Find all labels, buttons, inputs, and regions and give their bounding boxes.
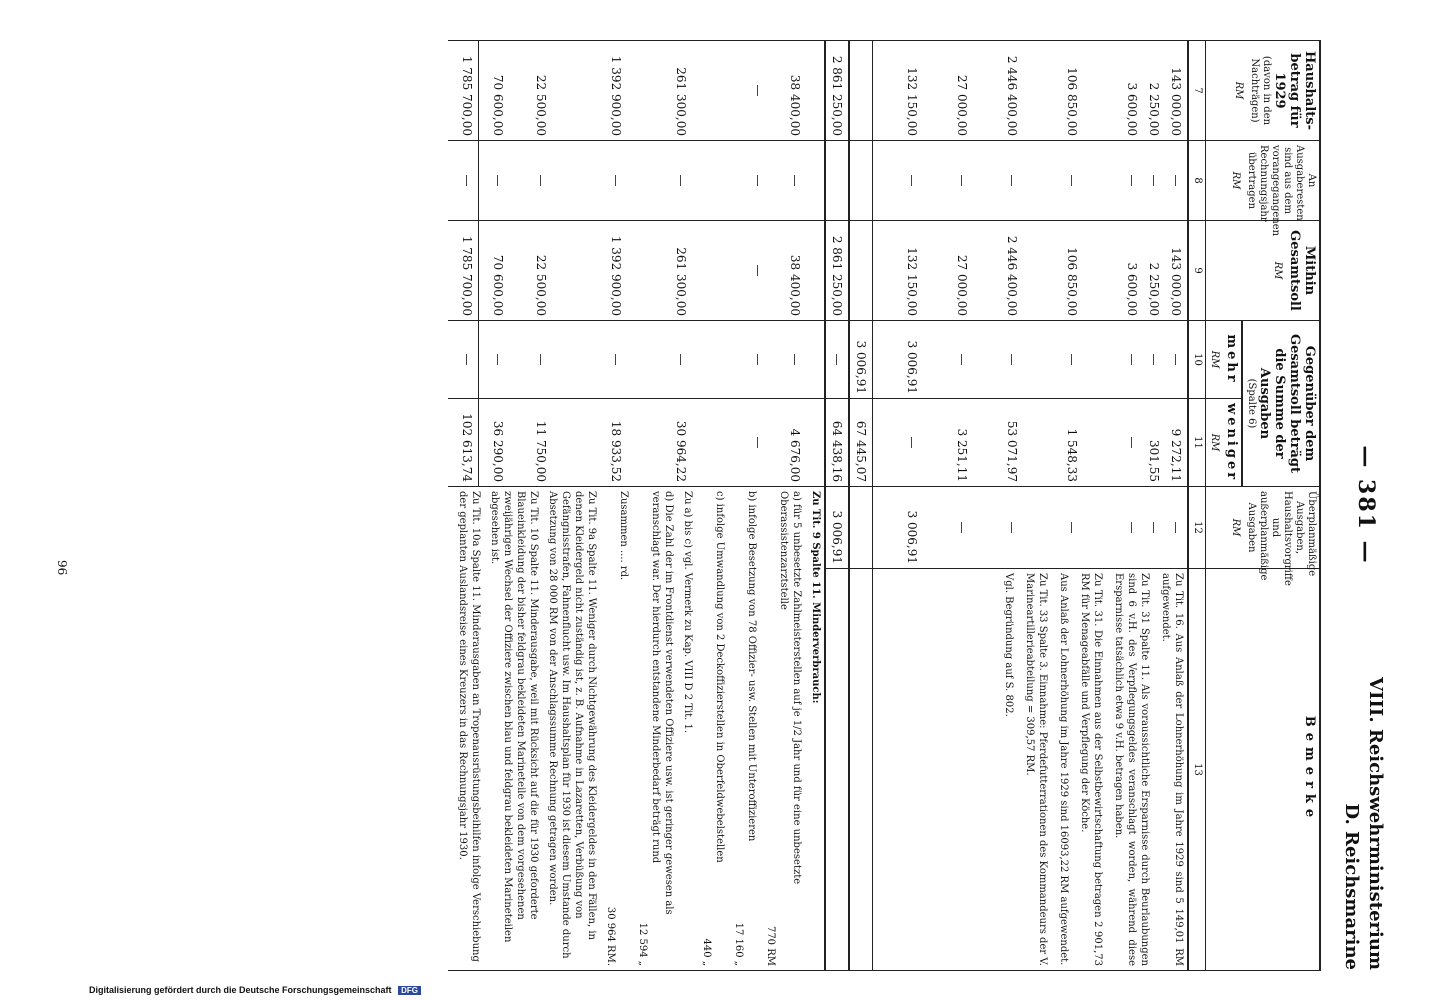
total-c12: 3 006,91 [825, 487, 849, 569]
cell-c10: — [1143, 321, 1165, 399]
cell-c7: 22 500,00 [509, 41, 590, 141]
cell-c9: 70 600,00 [479, 221, 510, 321]
cell-c7: 38 400,00 [769, 41, 825, 141]
remark-tit-9a: Zu Tit. 9a Spalte 11. Weniger durch Nichtgewährung des Kleidergeldes in den Fällen, in denen Kleidergeld nicht zuständig ist, z. B. Aufnahme in Lazaretten, Verbüßung von Gefängnisstrafen, Fahnenflucht usw. Im Haushaltsplan für 1930 ist diesem Umstande durch Absetzung von 28 000 RM von der Anschlagssumme Rechnung getragen worden. [547, 491, 597, 959]
remark-tit-9-a: a) für 5 unbesetzte Zahlmeisterstellen auf je 1/2 Jahr und für eine unbesetzte Oberassistenzarztstelle 770 RM [765, 491, 802, 966]
cell-c11: 4 676,00 [769, 399, 825, 487]
col-num-7: 7 [1188, 41, 1206, 141]
dfg-logo: DFG [398, 986, 421, 995]
remark-tit-10: Zu Tit. 10 Spalte 11. Minderausgabe, weil mit Rücksicht auf die für 1930 geforderte Blaueinkleidung der bisher feldgrau bekleideten Marineteile von dem vorgesehenen zweijährigen Wechsel der Offiziere zwischen blau und feldgrau bekleideten Marineteilen abgesehen ist. [489, 491, 539, 943]
cell-c9: 22 500,00 [509, 221, 590, 321]
cell-c8: — [1061, 141, 1121, 221]
cell-c11: 3 251,11 [951, 399, 1001, 487]
document-page [39, 40, 1386, 970]
cell-c11: 18 933,52 [590, 399, 644, 487]
cell-c9: 2 446 400,00 [1001, 221, 1061, 321]
cell-c9: — [740, 221, 770, 321]
chapter-title: VIII. Reichswehrministerium [1365, 677, 1386, 970]
cell-c7: 106 850,00 [1061, 41, 1121, 141]
cell-c11: — [873, 399, 952, 487]
remark-tit-31-wage: Aus Anlaß der Lohnerhöhung im Jahre 1929 sind 16093,22 RM aufgewendet. [1058, 573, 1069, 966]
cell-c12: — [1165, 487, 1188, 569]
col-header-8: An Ausgaberesten sind aus dem vorangegangenen Rechnungsjahr übertragen RM [1206, 141, 1321, 221]
col-num-11: 11 [1188, 399, 1206, 487]
cell-c9: 38 400,00 [769, 221, 825, 321]
remarks-bottom [448, 487, 825, 971]
remark-tit-16: Zu Tit. 16. Aus Anlaß der Lohnerhöhung im Jahre 1929 sind 5 149,01 RM aufgewendet. [1160, 573, 1184, 966]
cell-c10: — [1121, 321, 1143, 399]
cell-c8: — [1001, 141, 1061, 221]
cell-c11: 301,55 [1143, 399, 1165, 487]
cell-c7: 70 600,00 [479, 41, 510, 141]
col-header-11: weniger RM [1206, 399, 1243, 487]
remark-tit-33: Zu Tit. 33 Spalte 3. Einnahme: Pferdefutterrationen des Kommandeurs der V. Marineartillerieabteilung = 309,57 RM. [1024, 573, 1048, 966]
col-num-12: 12 [1188, 487, 1206, 569]
table-row [769, 41, 825, 971]
cell-c11: 102 613,74 [448, 399, 479, 487]
cell-c8: — [590, 141, 644, 221]
cell-c10: — [479, 321, 510, 399]
digitization-text: Digitalisierung gefördert durch die Deutsche Forschungsgemeinschaft [89, 985, 392, 995]
page-footer-number: 96 [55, 560, 69, 576]
remark-tit-9-b: b) infolge Besetzung von 78 Offizier- usw. Stellen mit Unteroffizieren 17 160 „ [733, 491, 757, 966]
col-num-8: 8 [1188, 141, 1206, 221]
remark-tit-9-d: d) Die Zahl der im Frontdienst verwendeten Offiziere usw. ist geringer gewesen als veranschlagt war. Der hierdurch entstandene Minderbedarf beträgt rund 12 594 „ [637, 491, 674, 966]
cell-c10: — [769, 321, 825, 399]
remark-tit-9-sum: Zusammen .... rd. 30 964 RM. [605, 491, 629, 966]
cell-c10: — [1165, 321, 1188, 399]
cell-c8: — [769, 141, 825, 221]
cell-c12: — [951, 487, 1001, 569]
cell-c8: — [740, 141, 770, 221]
subtotal-row [849, 41, 873, 971]
cell-c9: 132 150,00 [873, 221, 952, 321]
cell-c7: — [740, 41, 770, 141]
total-c11: 64 438,16 [825, 399, 849, 487]
cell-c10: — [509, 321, 590, 399]
col-header-13: Bemerke [1206, 569, 1321, 971]
cell-c8: — [951, 141, 1001, 221]
cell-c11: 36 290,00 [479, 399, 510, 487]
cell-c9: 1 392 900,00 [590, 221, 644, 321]
cell-c8: — [509, 141, 590, 221]
cell-c11: 9 272,11 [1165, 399, 1188, 487]
cell-c7: 1 785 700,00 [448, 41, 479, 141]
col-header-group-10-11: Gegenüber dem Gesamtsoll beträgt die Summe der Ausgaben (Spalte 6) [1242, 321, 1320, 487]
cell-c8: — [873, 141, 952, 221]
col-num-13: 13 [1188, 569, 1206, 971]
col-header-12: Überplanmäßige Ausgaben, Haushaltsvorgriffe und außerplanmäßige Ausgaben RM [1206, 487, 1321, 569]
cell-c12: — [1143, 487, 1165, 569]
cell-c10: — [1061, 321, 1121, 399]
cell-c9: 261 300,00 [645, 221, 740, 321]
col-num-9: 9 [1188, 221, 1206, 321]
cell-c11: 53 071,97 [1001, 399, 1061, 487]
cell-c12: — [1001, 487, 1061, 569]
subtotal-c11: 67 445,07 [849, 399, 873, 487]
remark-tit-10a: Zu Tit. 10a Spalte 11. Minderausgaben an Tropenausrüstungsbeihilfen infolge Verschiebung der geplanten Auslandsreise eines Kreuzers in das Rechnungsjahr 1930. [457, 491, 481, 962]
cell-c10: — [590, 321, 644, 399]
col-header-10: mehr RM [1206, 321, 1243, 399]
cell-c7: 3 600,00 [1121, 41, 1143, 141]
cell-c12: — [1121, 487, 1143, 569]
budget-table [448, 40, 1321, 971]
cell-c9: 1 785 700,00 [448, 221, 479, 321]
cell-c10: — [448, 321, 479, 399]
page-number-header: — 381 — [1353, 445, 1379, 565]
total-c7: 2 861 250,00 [825, 41, 849, 141]
cell-c7: 2 446 400,00 [1001, 41, 1061, 141]
cell-c11: 1 548,33 [1061, 399, 1121, 487]
cell-c8: — [1165, 141, 1188, 221]
cell-c9: 143 000,00 [1165, 221, 1188, 321]
cell-c8: — [645, 141, 740, 221]
remarks-top [873, 569, 1189, 971]
remark-tit-9-ref: Zu a) bis c) vgl. Vermerk zu Kap. VIII D 2 Tit. 1. [682, 491, 693, 734]
cell-c11: — [1121, 399, 1143, 487]
col-num-10: 10 [1188, 321, 1206, 399]
col-header-9: Mithin Gesamtsoll RM [1206, 221, 1321, 321]
cell-c11: 11 750,00 [509, 399, 590, 487]
cell-c8: — [448, 141, 479, 221]
cell-c7: 132 150,00 [873, 41, 952, 141]
cell-c10: — [645, 321, 740, 399]
cell-c7: 2 250,00 [1143, 41, 1165, 141]
cell-c8: — [479, 141, 510, 221]
total-c10: — [825, 321, 849, 399]
section-title: D. Reichsmarine [1341, 803, 1362, 970]
total-c9: 2 861 250,00 [825, 221, 849, 321]
remark-tit-9-head: Zu Tit. 9 Spalte 11. Minderverbrauch: [810, 491, 821, 704]
remark-reference: Vgl. Begründung auf S. 802. [1003, 573, 1014, 717]
cell-c7: 143 000,00 [1165, 41, 1188, 141]
remark-tit-31-income: Zu Tit. 31. Die Einnahmen aus der Selbstbewirtschaftung betragen 2 901,73 RM für Menageabfälle und Verpflegung der Köche. [1079, 573, 1103, 966]
cell-c8: — [1143, 141, 1165, 221]
cell-c9: 2 250,00 [1143, 221, 1165, 321]
cell-c9: 3 600,00 [1121, 221, 1143, 321]
col-header-7: Haushalts-betrag für 1929 (davon in den Nachträgen) RM [1206, 41, 1321, 141]
chapter-header [1339, 677, 1387, 970]
cell-c7: 261 300,00 [645, 41, 740, 141]
cell-c9: 106 850,00 [1061, 221, 1121, 321]
cell-c11: 30 964,22 [645, 399, 740, 487]
cell-c8: — [1121, 141, 1143, 221]
cell-c10: — [740, 321, 770, 399]
cell-c7: 27 000,00 [951, 41, 1001, 141]
cell-c10: — [951, 321, 1001, 399]
cell-c7: 1 392 900,00 [590, 41, 644, 141]
table-row [1165, 41, 1188, 971]
remark-tit-9-c: c) infolge Umwandlung von 2 Deckoffizierstellen in Oberfeldwebelstellen 440 „ [701, 491, 725, 966]
remark-tit-31-savings: Zu Tit. 31 Spalte 11. Als voraussichtliche Ersparnisse durch Beurlaubungen sind 6 v.H. des Verpflegungsgeldes veranschlagt worden, während diese Ersparnisse tatsächlich etwa 9 v.H. betragen haben. [1113, 573, 1150, 966]
subtotal-c10: 3 006,91 [849, 321, 873, 399]
cell-c12: — [1061, 487, 1121, 569]
cell-c11: — [740, 399, 770, 487]
cell-c9: 27 000,00 [951, 221, 1001, 321]
cell-c12: 3 006,91 [873, 487, 952, 569]
total-row [825, 41, 849, 971]
cell-c10: — [1001, 321, 1061, 399]
cell-c10: 3 006,91 [873, 321, 952, 399]
